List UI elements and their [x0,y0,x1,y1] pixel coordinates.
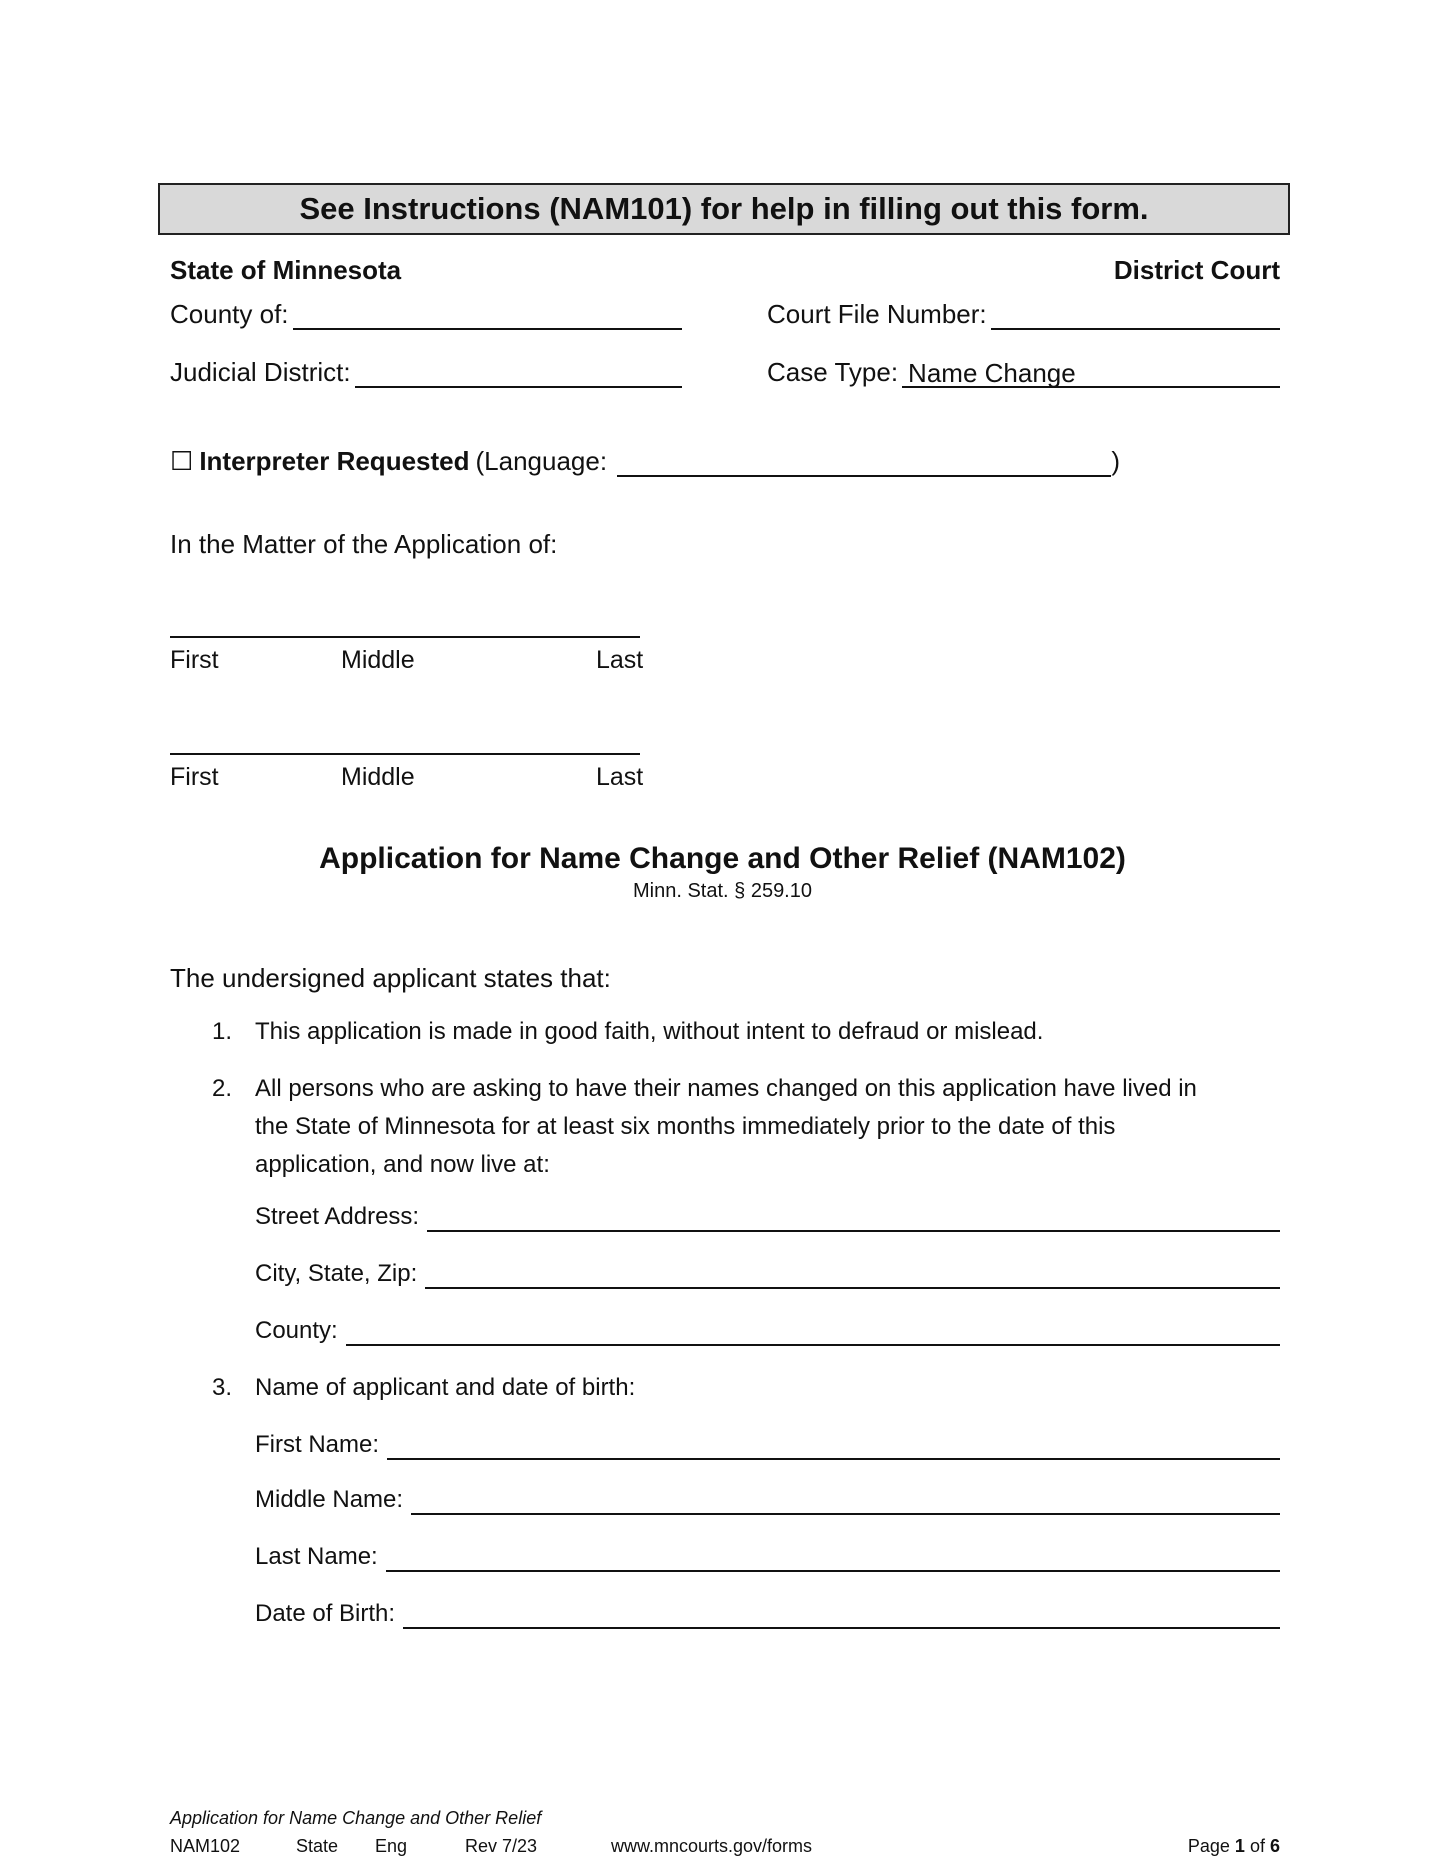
footer-language: Eng [375,1836,408,1856]
matter-label: In the Matter of the Application of: [170,529,558,559]
name-caption-first: First [170,763,219,791]
date-of-birth-field[interactable] [255,1599,1280,1629]
item-1-number: 1. [212,1018,233,1045]
last-name-input-line[interactable] [386,1542,1280,1572]
interpreter-row [170,445,1120,477]
judicial-district-field[interactable] [170,356,682,388]
date-of-birth-label: Date of Birth: [255,1600,396,1627]
case-type-label: Case Type: [767,357,899,387]
county-label: County of: [170,299,289,329]
county-field[interactable] [170,298,682,330]
last-name-field[interactable] [255,1542,1280,1572]
statute-citation: Minn. Stat. § 259.10 [632,880,812,902]
city-state-zip-field[interactable] [255,1259,1280,1289]
name-caption-last: Last [596,763,644,791]
page-prefix: Page [1187,1836,1230,1856]
case-type-field[interactable] [767,356,1280,388]
language-label: (Language: [475,446,608,476]
language-close: ) [1111,446,1120,476]
court-file-number-input-line[interactable] [991,300,1280,330]
name-caption-last: Last [596,646,644,674]
page-total: 6 [1269,1836,1280,1856]
street-address-field[interactable] [255,1202,1280,1232]
court-file-number-label: Court File Number: [767,299,987,329]
court-label: District Court [1113,255,1280,285]
instructions-banner [158,183,1290,235]
street-address-label: Street Address: [255,1203,420,1230]
footer-form-title: Application for Name Change and Other Relief [170,1808,542,1828]
city-state-zip-input-line[interactable] [425,1259,1280,1289]
judicial-district-label: Judicial District: [170,357,351,387]
first-name-label: First Name: [255,1431,380,1458]
footer-page-number [1188,1836,1280,1857]
county-residence-label: County: [255,1317,338,1344]
form-title-block [0,842,1445,903]
court-file-number-field[interactable] [767,298,1280,330]
judicial-district-input-line[interactable] [355,358,682,388]
footer-state: State [296,1836,339,1856]
footer-revision: Rev 7/23 [465,1836,538,1856]
date-of-birth-input-line[interactable] [403,1599,1280,1629]
interpreter-label: Interpreter Requested [199,446,470,476]
intro-text: The undersigned applicant states that: [170,963,611,993]
applicant-name-line-1[interactable] [170,636,640,638]
form-title: Application for Name Change and Other Relief (NAM102) [319,842,1126,875]
first-name-field[interactable] [255,1430,1280,1460]
footer-form-code: NAM102 [170,1836,241,1856]
county-residence-field[interactable] [255,1316,1280,1346]
case-type-value: Name Change [908,358,1076,388]
county-input-line[interactable] [293,300,682,330]
item-2-line-3: application, and now live at: [255,1151,550,1178]
county-residence-input-line[interactable] [346,1316,1280,1346]
footer-url[interactable]: www.mncourts.gov/forms [611,1836,813,1856]
item-2-number: 2. [212,1075,233,1102]
name-caption-middle: Middle [341,763,415,791]
item-3-text: Name of applicant and date of birth: [255,1374,636,1401]
street-address-input-line[interactable] [427,1202,1280,1232]
language-input-line[interactable] [617,447,1111,477]
city-state-zip-label: City, State, Zip: [255,1260,418,1287]
item-2-line-1: All persons who are asking to have their names changed on this application have lived in [255,1075,1197,1102]
item-1-text: This application is made in good faith, without intent to defraud or mislead. [255,1018,1044,1045]
case-type-input-line[interactable] [902,358,1280,388]
middle-name-input-line[interactable] [411,1485,1280,1515]
item-3-number: 3. [212,1374,233,1401]
middle-name-label: Middle Name: [255,1486,404,1513]
last-name-label: Last Name: [255,1543,378,1570]
first-name-input-line[interactable] [387,1430,1280,1460]
name-caption-middle: Middle [341,646,415,674]
page-of: of [1249,1836,1265,1856]
middle-name-field[interactable] [255,1485,1280,1515]
state-label: State of Minnesota [170,255,402,285]
banner-text: See Instructions (NAM101) for help in filling out this form. [299,191,1149,226]
item-2-line-2: the State of Minnesota for at least six months immediately prior to the date of this [255,1113,1116,1140]
applicant-name-line-2[interactable] [170,753,640,755]
page-current: 1 [1234,1836,1245,1856]
interpreter-checkbox[interactable]: ☐ [170,446,194,476]
name-caption-first: First [170,646,219,674]
